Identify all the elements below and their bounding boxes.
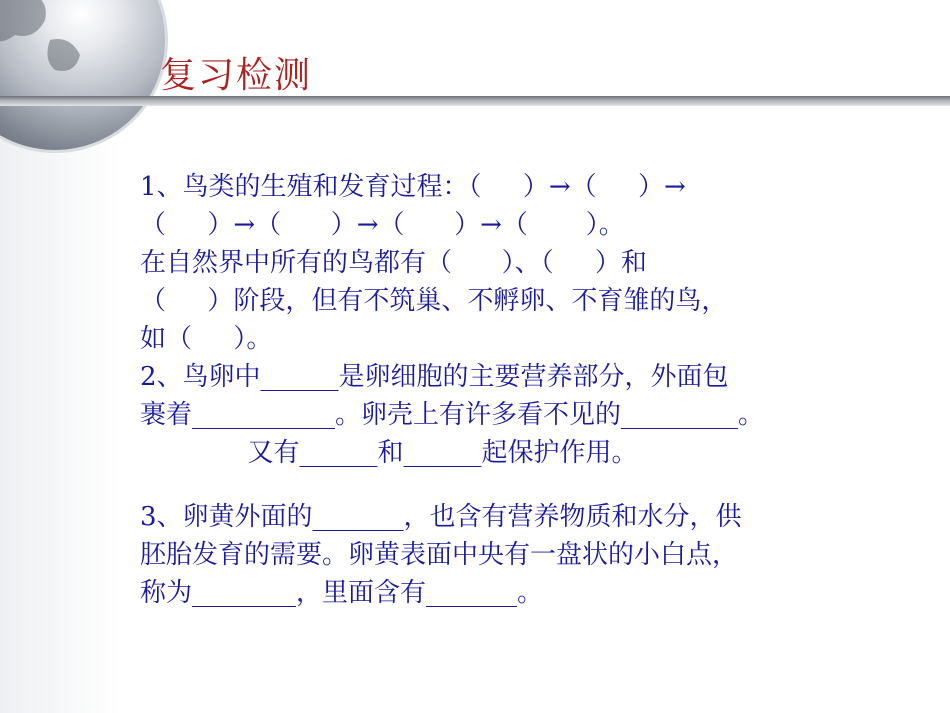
title-underline bbox=[0, 96, 950, 106]
question-2-line: 2、鸟卵中______是卵细胞的主要营养部分，外面包 bbox=[140, 362, 729, 392]
question-3-line: 3、卵黄外面的_______，也含有营养物质和水分，供 bbox=[140, 502, 742, 532]
quiz-content bbox=[140, 168, 900, 612]
question-1-line: 在自然界中所有的鸟都有（ ）、（ ）和 bbox=[140, 248, 647, 278]
question-1-line: （ ）阶段，但有不筑巢、不孵卵、不育雏的鸟， bbox=[140, 286, 728, 316]
question-2-line: 裹着___________。卵壳上有许多看不见的_________。 bbox=[140, 400, 765, 430]
page-title: 复习检测 bbox=[160, 55, 313, 96]
question-3-line: 胚胎发育的需要。卵黄表面中央有一盘状的小白点， bbox=[140, 540, 739, 570]
globe-land-shape bbox=[0, 0, 95, 90]
background-fade bbox=[0, 140, 120, 713]
question-1-line: 如（ ）。 bbox=[140, 324, 273, 354]
question-2-line: 又有______和______起保护作用。 bbox=[140, 438, 638, 468]
question-3-line: 称为________，里面含有_______。 bbox=[140, 578, 544, 608]
question-2 bbox=[140, 358, 900, 472]
question-3 bbox=[140, 498, 900, 612]
question-1 bbox=[140, 168, 900, 358]
globe-icon bbox=[0, 0, 165, 150]
question-1-line: （ ）→（ ）→（ ）→（ ）。 bbox=[140, 210, 625, 240]
question-1-line: 1、鸟类的生殖和发育过程：（ ）→（ ）→ bbox=[140, 172, 686, 202]
spacer bbox=[140, 472, 900, 498]
